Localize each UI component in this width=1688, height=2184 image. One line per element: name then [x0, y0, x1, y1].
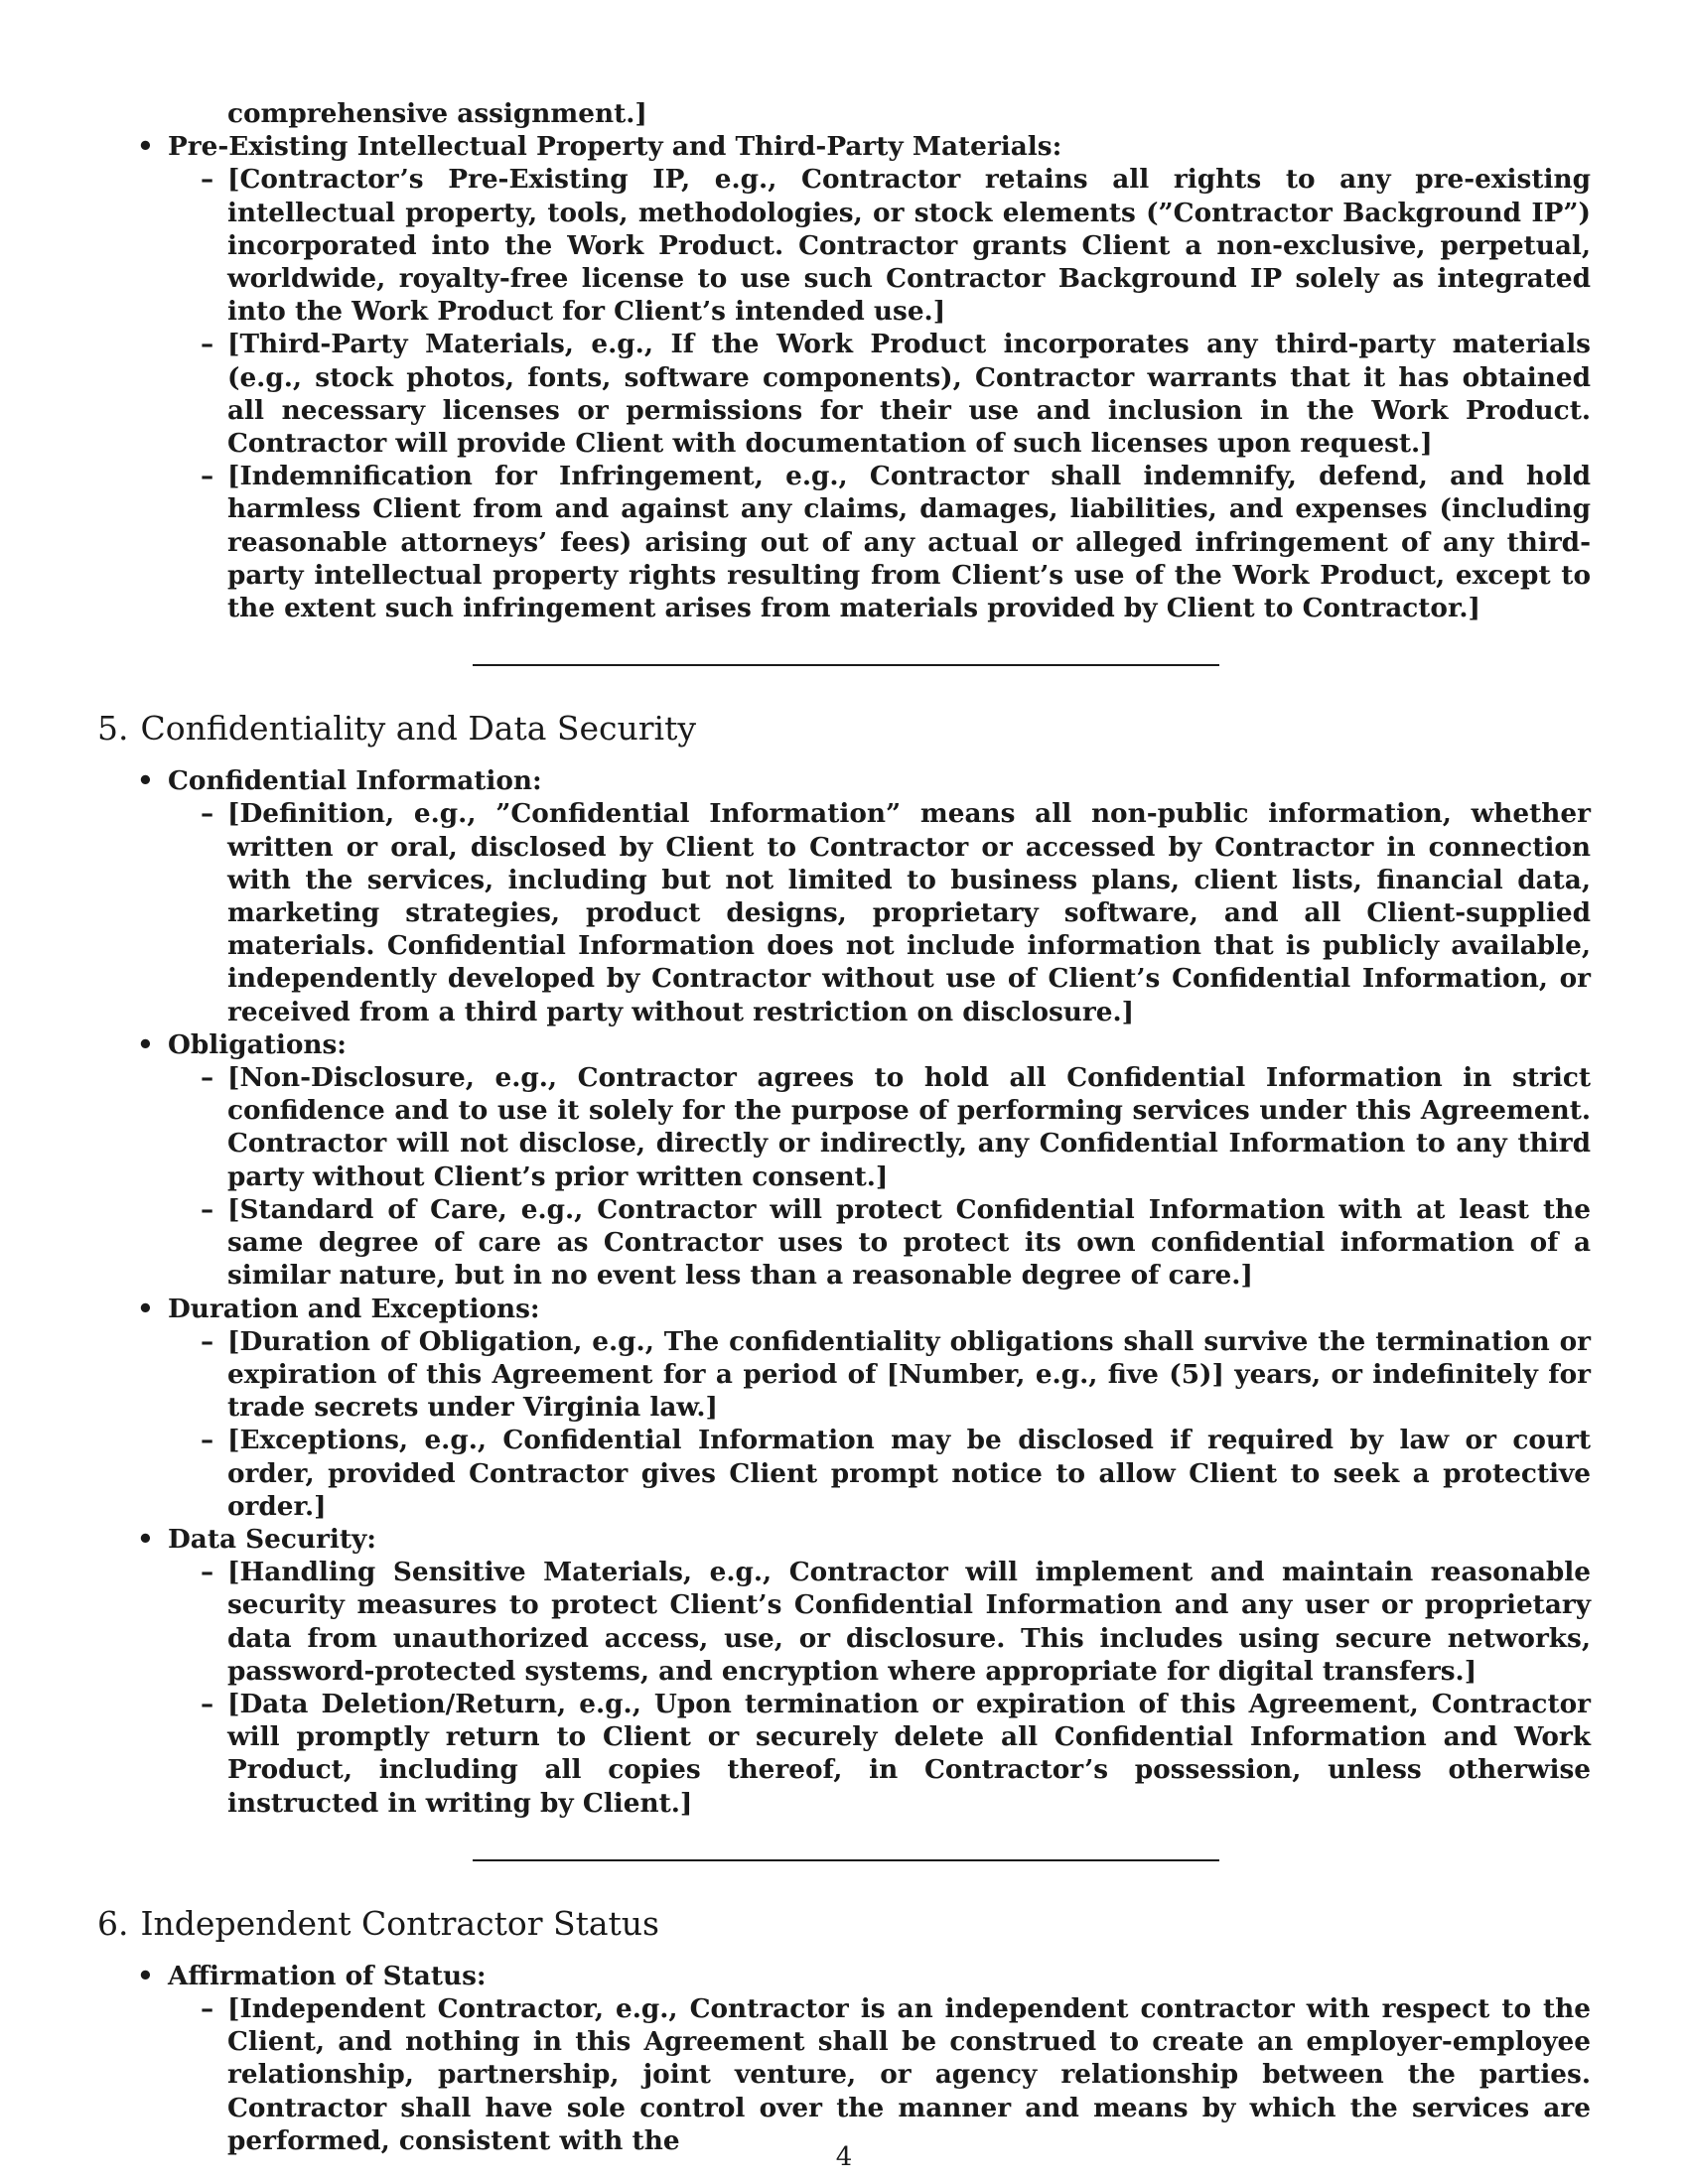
- section-divider: [473, 664, 1219, 666]
- sub-item-duration: – [Duration of Obligation, e.g., The confidentiality obligations shall survive the termination or expiration of this Agreement for a period of [Number, e.g., five (5)] years, or indefinitely for trade secrets under Virginia law.]: [168, 1325, 1591, 1425]
- bullet-label: Confidential Information:: [168, 765, 542, 797]
- section-divider: [473, 1859, 1219, 1861]
- sub-list: [168, 1325, 1591, 1523]
- section-title: Independent Contractor Status: [140, 1903, 659, 1943]
- bullet-duration-exceptions: [97, 1293, 1591, 1523]
- pre-existing-ip-list: [97, 130, 1591, 624]
- sub-list: [168, 1992, 1591, 2157]
- page-content: [97, 97, 1591, 2157]
- sub-list: [168, 1061, 1591, 1292]
- bullet-data-security: [97, 1523, 1591, 1820]
- sub-item-non-disclosure: – [Non-Disclosure, e.g., Contractor agrees to hold all Confidential Information in strict confidence and to use it solely for the purpose of performing services under this Agreement. Contractor will not disclose, directly or indirectly, any Confidential Information to any third party without Client’s prior written consent.]: [168, 1061, 1591, 1193]
- bullet-label: Pre-Existing Intellectual Property and Third-Party Materials:: [168, 131, 1062, 163]
- sub-item-third-party-materials: – [Third-Party Materials, e.g., If the Work Product incorporates any third-party materials (e.g., stock photos, fonts, software components), Contractor warrants that it has obtained all necessary licenses or permissions for their use and inclusion in the Work Product. Contractor will provide Client with documentation of such licenses upon request.]: [168, 328, 1591, 460]
- sub-list: [168, 797, 1591, 1027]
- section-number: 6.: [97, 1903, 129, 1943]
- sub-list: [168, 163, 1591, 624]
- sub-list: [168, 1556, 1591, 1820]
- bullet-label: Obligations:: [168, 1028, 348, 1060]
- sub-item-handling-sensitive-materials: – [Handling Sensitive Materials, e.g., Contractor will implement and maintain reasonable security measures to protect Client’s Confidential Information and any user or proprietary data from unauthorized access, use, or disclosure. This includes using secure networks, password-protected systems, and encryption where appropriate for digital transfers.]: [168, 1556, 1591, 1688]
- bullet-label: Affirmation of Status:: [168, 1960, 487, 1991]
- bullet-affirmation-of-status: [97, 1960, 1591, 2157]
- section-6-list: [97, 1960, 1591, 2157]
- section-heading-6: [97, 1904, 1591, 1944]
- bullet-label: Data Security:: [168, 1523, 377, 1555]
- sub-item-definition: – [Definition, e.g., ”Confidential Information” means all non-public information, whether written or oral, disclosed by Client to Contractor or accessed by Contractor in connection with the services, including but not limited to business plans, client lists, financial data, marketing strategies, product designs, proprietary software, and all Client-supplied materials. Confidential Information does not include information that is publicly available, independently developed by Contractor without use of Client’s Confidential Information, or received from a third party without restriction on disclosure.]: [168, 797, 1591, 1027]
- bullet-obligations: [97, 1028, 1591, 1293]
- sub-item-data-deletion-return: – [Data Deletion/Return, e.g., Upon termination or expiration of this Agreement, Contractor will promptly return to Client or securely delete all Confidential Information and Work Product, including all copies thereof, in Contractor’s possession, unless otherwise instructed in writing by Client.]: [168, 1688, 1591, 1820]
- bullet-pre-existing-ip: [97, 130, 1591, 624]
- sub-item-exceptions: – [Exceptions, e.g., Confidential Information may be disclosed if required by law or court order, provided Contractor gives Client prompt notice to allow Client to seek a protective order.]: [168, 1424, 1591, 1523]
- section-number: 5.: [97, 709, 129, 749]
- section-heading-5: [97, 709, 1591, 749]
- continued-paragraph: comprehensive assignment.]: [227, 98, 647, 129]
- section-title: Confidentiality and Data Security: [140, 709, 696, 749]
- sub-item-contractor-ip: – [Contractor’s Pre-Existing IP, e.g., Contractor retains all rights to any pre-existing intellectual property, tools, methodologies, or stock elements (”Contractor Background IP”) incorporated into the Work Product. Contractor grants Client a non-exclusive, perpetual, worldwide, royalty-free license to use such Contractor Background IP solely as integrated into the Work Product for Client’s intended use.]: [168, 163, 1591, 328]
- bullet-label: Duration and Exceptions:: [168, 1293, 540, 1324]
- sub-item-indemnification: – [Indemnification for Infringement, e.g., Contractor shall indemnify, defend, and hold harmless Client from and against any claims, damages, liabilities, and expenses (including reasonable attorneys’ fees) arising out of any actual or alleged infringement of any third-party intellectual property rights resulting from Client’s use of the Work Product, except to the extent such infringement arises from materials provided by Client to Contractor.]: [168, 460, 1591, 624]
- bullet-confidential-information: [97, 764, 1591, 1028]
- sub-item-independent-contractor: – [Independent Contractor, e.g., Contractor is an independent contractor with respect to the Client, and nothing in this Agreement shall be construed to create an employer-employee relationship, partnership, joint venture, or agency relationship between the parties. Contractor shall have sole control over the manner and means by which the services are performed, consistent with the: [168, 1992, 1591, 2157]
- sub-item-standard-of-care: – [Standard of Care, e.g., Contractor will protect Confidential Information with at least the same degree of care as Contractor uses to protect its own confidential information of a similar nature, but in no event less than a reasonable degree of care.]: [168, 1193, 1591, 1293]
- page-number: 4: [835, 2142, 853, 2172]
- section-5-list: [97, 764, 1591, 1820]
